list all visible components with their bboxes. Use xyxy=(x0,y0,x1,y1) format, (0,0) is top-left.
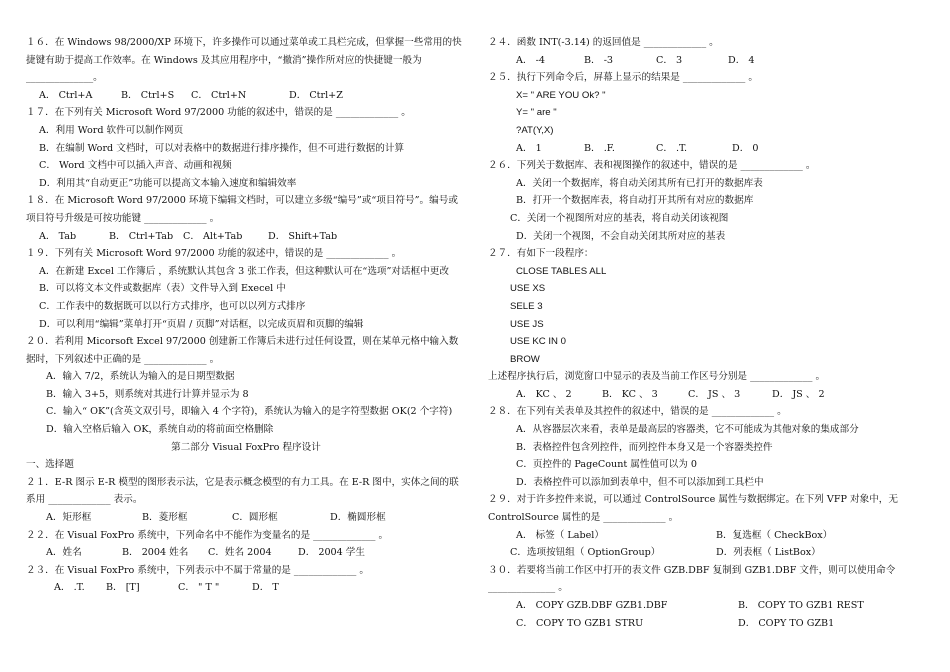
option-a: A． Tab xyxy=(39,230,77,242)
right-column xyxy=(488,34,928,632)
question-27-code-line: USE JS xyxy=(510,318,544,330)
question-28-option-b: B．表格控件包含列控件，而列控件本身又是一个容器类控件 xyxy=(516,441,773,453)
question-18-stem: １８．在 Microsoft Word 97/2000 环境下编辑文档时，可以建立多级“编号”或“项目符号”。编号或项目符号升级是可按功能键 _____________ 。 xyxy=(26,195,458,224)
question-18-options xyxy=(26,228,466,246)
question-17-option-a: A．利用 Word 软件可以制作网页 xyxy=(39,124,184,136)
question-22-options xyxy=(26,544,466,562)
option-d: D． Ctrl+Z xyxy=(289,89,343,101)
question-21-options xyxy=(26,509,466,527)
question-25-stem: ２５．执行下列命令后，屏幕上显示的结果是 _____________ 。 xyxy=(488,72,758,84)
question-27-stem: ２７．有如下一段程序： xyxy=(488,248,594,260)
question-16-stem: １６．在 Windows 98/2000/XP 环境下，许多操作可以通过菜单或工具栏完成，但掌握一些常用的快捷键有助于提高工作效率。在 Windows 及其应用程序中，“撤消”操作所对应的快捷键一般为 ______________。 xyxy=(26,37,462,84)
question-26-stem: ２６．下列关于数据库、表和视图操作的叙述中，错误的是 _____________ 。 xyxy=(488,160,816,172)
option-c: C． COPY TO GZB1 STRU xyxy=(516,617,644,629)
question-30-stem: ３０．若要将当前工作区中打开的表文件 GZB.DBF 复制到 GZB1.DBF 文件，则可以使用命令 ______________ 。 xyxy=(488,564,896,594)
question-23-stem: ２３．在 Visual FoxPro 系统中，下列表示中不属于常量的是 _____________ 。 xyxy=(26,564,369,576)
question-19-stem: １９．下列有关 Microsoft Word 97/2000 功能的叙述中，错误的是 _____________ 。 xyxy=(26,248,402,260)
question-17-option-c: C． Word 文档中可以插入声音、动画和视频 xyxy=(39,160,232,172)
option-c: C．选项按钮组（ OptionGroup） xyxy=(510,547,661,559)
option-b: B． KC 、 3 xyxy=(602,388,658,400)
question-27-code-line: BROW xyxy=(510,353,540,365)
question-26-option-d: D．关闭一个视图，不会自动关闭其所对应的基表 xyxy=(516,230,726,242)
question-17-stem: １７．在下列有关 Microsoft Word 97/2000 功能的叙述中，错误的是 _____________ 。 xyxy=(26,107,411,119)
option-b: B． -3 xyxy=(584,54,614,66)
question-26-option-c: C．关闭一个视图所对应的基表，将自动关闭该视图 xyxy=(510,212,729,224)
question-24-stem: ２４．函数 INT(-3.14) 的返回值是 _____________ 。 xyxy=(488,37,719,48)
option-d: D． JS 、 2 xyxy=(772,388,825,400)
question-29-stem: ２９．对于许多控件来说，可以通过 ControlSource 属性与数据绑定。在下列 VFP 对象中，无 ControlSource 属性的是 _____________ 。 xyxy=(488,494,898,524)
option-d: D． Shift+Tab xyxy=(268,230,338,242)
option-a: A． 1 xyxy=(516,142,542,154)
option-b: B． 2004 姓名 xyxy=(122,547,189,559)
question-19-option-b: B．可以将文本文件或数据库（表）文件导入到 Execel 中 xyxy=(39,283,286,295)
option-b: B． Ctrl+S xyxy=(121,89,175,101)
question-19-option-d: D．可以利用“编辑”菜单打开“页眉 / 页脚”对话框，以完成页眉和页脚的编辑 xyxy=(39,318,364,330)
question-28-option-a: A．从容器层次来看，表单是最高层的容器类，它不可能成为其他对象的集成部分 xyxy=(516,424,859,436)
option-d: D．列表框（ ListBox） xyxy=(716,547,821,559)
option-a: A． 标签（ Label） xyxy=(516,529,604,541)
option-b: B．复选框（ CheckBox） xyxy=(716,529,833,541)
question-20-option-a: A．输入 7/2，系统认为输入的是日期型数据 xyxy=(46,371,235,383)
question-29-options-row2 xyxy=(488,544,928,562)
option-b: B． .F. xyxy=(584,142,615,154)
question-17-option-d: D．利用其“自动更正”功能可以提高文本输入速度和编辑效率 xyxy=(39,177,297,189)
option-c: C． .T. xyxy=(656,142,688,154)
question-25-code-line: X= " ARE YOU Ok? " xyxy=(516,89,606,101)
question-19-option-c: C．工作表中的数据既可以以行方式排序，也可以以列方式排序 xyxy=(39,300,306,312)
left-column xyxy=(26,34,466,597)
question-30-options-row1 xyxy=(488,597,928,615)
question-27-options xyxy=(488,386,928,404)
question-20-option-c: C．输入“ OK”(含英文双引号，即输入 4 个字符)，系统认为输入的是字符型数据 OK(2 个字符) xyxy=(46,406,453,418)
option-c: C． " T " xyxy=(178,582,220,594)
option-d: D． 4 xyxy=(728,54,755,66)
question-21-stem: ２１．E-R 图示 E-R 模型的图形表示法，它是表示概念模型的有力工具。在 E-R 图中，实体之间的联系用 _____________ 表示。 xyxy=(26,476,459,506)
option-c: C． Ctrl+N xyxy=(191,89,247,101)
question-22-stem: ２２．在 Visual FoxPro 系统中，下列命名中不能作为变量名的是 _____________ 。 xyxy=(26,529,389,541)
option-a: A． -4 xyxy=(516,54,545,66)
question-27-code-line: USE XS xyxy=(510,283,546,295)
question-29-options-row1 xyxy=(488,527,928,545)
question-28-option-c: C．页控件的 PageCount 属性值可以为 0 xyxy=(516,459,698,471)
option-d: D．椭圆形框 xyxy=(330,512,386,524)
option-c: C．姓名 2004 xyxy=(208,547,272,559)
question-28-option-d: D．表格控件可以添加到表单中，但不可以添加到工具栏中 xyxy=(516,476,764,488)
question-19-option-a: A．在新建 Excel 工作簿后 ，系统默认其包含 3 张工作表，但这种默认可在“选项”对话框中更改 xyxy=(39,265,449,277)
section-title: 一、选择题 xyxy=(26,459,74,471)
option-a: A． Ctrl+A xyxy=(39,89,93,101)
option-d: D． COPY TO GZB1 xyxy=(738,617,835,629)
question-28-stem: ２８．在下列有关表单及其控件的叙述中，错误的是 _____________ 。 xyxy=(488,406,787,418)
question-20-option-d: D．输入空格后输入 OK，系统自动的将前面空格删除 xyxy=(46,424,274,436)
question-27-followup: 上述程序执行后，浏览窗口中显示的表及当前工作区号分别是 _____________ 。 xyxy=(488,371,826,383)
option-b: B． COPY TO GZB1 REST xyxy=(738,600,864,611)
option-a: A． KC 、 2 xyxy=(516,388,572,400)
question-27-code-line: SELE 3 xyxy=(510,300,543,312)
option-a: A． .T. xyxy=(54,582,85,594)
option-d: D． 0 xyxy=(732,142,759,154)
option-b: B． Ctrl+Tab xyxy=(109,230,174,242)
question-20-option-b: B．输入 3+5，则系统对其进行计算并显示为 8 xyxy=(46,388,249,400)
option-a: A．矩形框 xyxy=(46,512,92,524)
option-c: C． 3 xyxy=(656,54,683,66)
question-23-options xyxy=(26,579,466,597)
question-20-stem: ２０．若利用 Micorsoft Excel 97/2000 创建新工作簿后未进行过任何设置，则在某单元格中输入数据时，下列叙述中正确的是 _____________ 。 xyxy=(26,336,459,365)
option-c: C． Alt+Tab xyxy=(183,230,243,242)
question-17-option-b: B．在编制 Word 文档时，可以对表格中的数据进行排序操作，但不可进行数据的计算 xyxy=(39,142,405,154)
question-26-option-a: A．关闭一个数据库，将自动关闭其所有已打开的数据库表 xyxy=(516,177,763,189)
question-16-options xyxy=(26,87,466,105)
question-30-options-row2 xyxy=(488,615,928,633)
question-27-code-line: CLOSE TABLES ALL xyxy=(516,265,607,277)
question-26-option-b: B．打开一个数据库表，将自动打开其所有对应的数据库 xyxy=(516,195,754,207)
question-24-options xyxy=(488,52,928,70)
question-25-code-line: ?AT(Y,X) xyxy=(516,124,554,136)
option-a: A． COPY GZB.DBF GZB1.DBF xyxy=(516,600,668,611)
question-27-code-line: USE KC IN 0 xyxy=(510,336,566,348)
option-c: C． JS 、 3 xyxy=(688,388,741,400)
option-c: C．圆形框 xyxy=(232,512,278,524)
option-b: B．菱形框 xyxy=(142,512,188,524)
option-d: D． T xyxy=(252,582,279,594)
option-d: D． 2004 学生 xyxy=(298,547,365,559)
option-a: A．姓名 xyxy=(46,547,82,559)
part-title: 第二部分 Visual FoxPro 程序设计 xyxy=(171,441,321,453)
option-b: B． [T] xyxy=(106,582,140,594)
question-25-code-line: Y= " are " xyxy=(516,107,557,119)
question-25-options xyxy=(488,140,928,158)
